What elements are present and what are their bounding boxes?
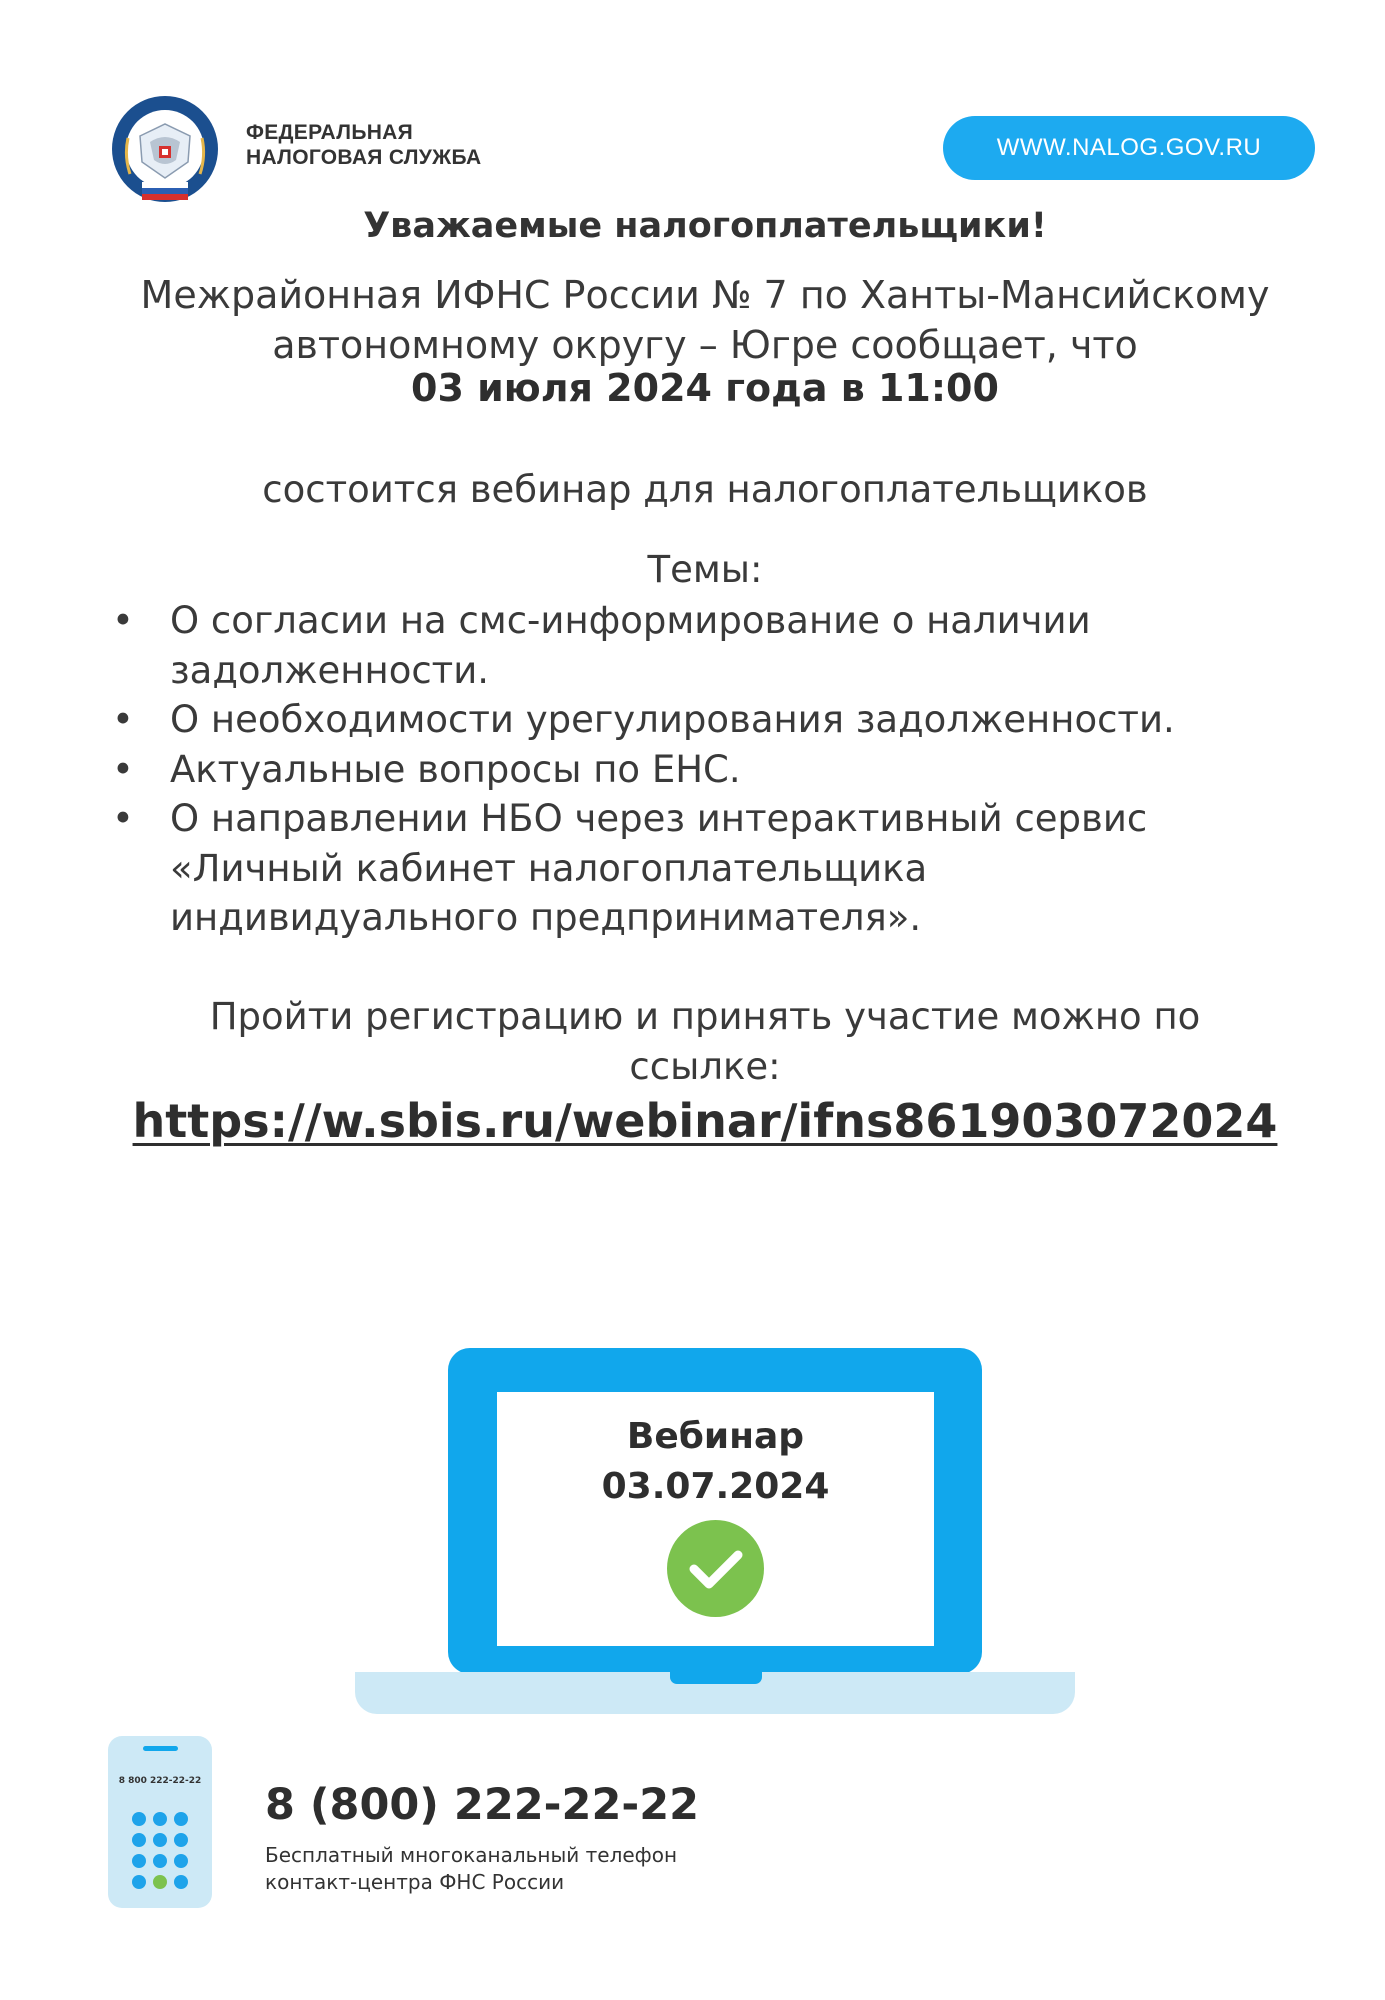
list-item — [108, 596, 1338, 695]
list-item — [108, 794, 1338, 943]
keypad-dot — [153, 1812, 167, 1826]
topics-title: Темы: — [647, 548, 763, 591]
hotline-note — [265, 1842, 677, 1896]
keypad-dot — [174, 1854, 188, 1868]
keypad-dot — [132, 1833, 146, 1847]
bullet: • — [112, 747, 134, 791]
screen-text — [497, 1412, 934, 1512]
registration-line1: Пройти регистрацию и принять участие можно по — [209, 995, 1201, 1038]
bullet: • — [112, 599, 134, 642]
checkmark-icon — [667, 1520, 764, 1617]
topic-line: О направлении НБО через интерактивный сервис — [170, 797, 1148, 840]
keypad-dot — [174, 1833, 188, 1847]
topic-line: О согласии на смс-информирование о наличии — [170, 599, 1091, 642]
keypad-dot — [132, 1875, 146, 1889]
event-description: состоится вебинар для налогоплательщиков — [262, 468, 1148, 511]
hotline-number[interactable]: 8 (800) 222-22-22 — [265, 1780, 700, 1830]
event-date: 03 июля 2024 года в 11:00 — [411, 366, 999, 410]
keypad-dot — [174, 1875, 188, 1889]
topic-line: Актуальные вопросы по ЕНС. — [170, 747, 741, 791]
hotline-note-line1: Бесплатный многоканальный телефон — [265, 1843, 678, 1867]
topic-line: О необходимости урегулирования задолженности. — [170, 698, 1175, 741]
fns-emblem-icon — [110, 94, 220, 204]
keypad-dot — [174, 1812, 188, 1826]
keypad-dot — [132, 1854, 146, 1868]
list-item — [108, 745, 1338, 795]
webinar-link[interactable]: https://w.sbis.ru/webinar/ifns861903072024 — [132, 1094, 1278, 1148]
laptop-notch — [670, 1672, 762, 1684]
registration-line2: ссылке: — [629, 1045, 781, 1088]
keypad-dot — [132, 1812, 146, 1826]
org-name — [246, 120, 482, 170]
bullet: • — [112, 698, 134, 741]
greeting-heading: Уважаемые налогоплательщики! — [363, 206, 1047, 246]
keypad-dot — [153, 1875, 167, 1889]
website-link-button[interactable]: WWW.NALOG.GOV.RU — [943, 116, 1315, 180]
org-name-line1: ФЕДЕРАЛЬНАЯ — [246, 121, 414, 144]
bullet: • — [112, 797, 134, 840]
phone-mini-number: 8 800 222-22-22 — [118, 1776, 202, 1786]
keypad-dot — [153, 1833, 167, 1847]
intro-line1: Межрайонная ИФНС России № 7 по Ханты-Мансийскому — [140, 273, 1270, 317]
intro-line2: автономному округу – Югре сообщает, что — [272, 323, 1138, 367]
topic-line: задолженности. — [170, 648, 490, 692]
screen-title: Вебинар — [626, 1416, 805, 1457]
org-name-line2: НАЛОГОВАЯ СЛУЖБА — [246, 146, 482, 169]
topic-line: индивидуального предпринимателя». — [170, 896, 922, 939]
phone-speaker — [143, 1746, 178, 1751]
screen-date: 03.07.2024 — [601, 1466, 830, 1507]
list-item — [108, 695, 1338, 745]
keypad-dot — [153, 1854, 167, 1868]
registration-text — [60, 992, 1350, 1092]
topic-line: «Личный кабинет налогоплательщика — [170, 846, 928, 890]
intro-text — [60, 270, 1350, 370]
topics-list — [108, 596, 1338, 943]
hotline-note-line2: контакт-центра ФНС России — [265, 1870, 565, 1894]
